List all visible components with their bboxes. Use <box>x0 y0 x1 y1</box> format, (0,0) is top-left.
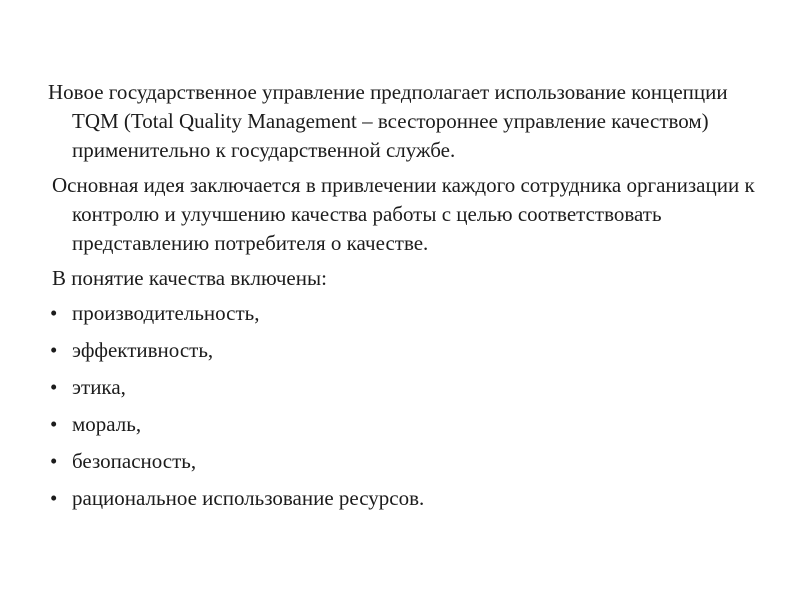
paragraph-main-idea: Основная идея заключается в привлечении каждого сотрудника организации к контролю и улучшению качества работы с целью соответствовать представлению потребителя о качестве. <box>52 173 755 255</box>
bullet-icon: • <box>50 301 58 325</box>
list-item <box>48 410 778 439</box>
list-item <box>48 336 778 365</box>
bullet-icon: • <box>50 375 58 399</box>
paragraph-tqm-intro: Новое государственное управление предполагает использование концепции TQM (Total Quality Management – всестороннее управление качеством) применительно к государственной службе. <box>48 80 728 162</box>
list-item-text: безопасность, <box>72 449 197 473</box>
list-item <box>48 484 778 513</box>
list-item <box>48 373 778 402</box>
bullet-icon: • <box>50 449 58 473</box>
list-item-text: мораль, <box>72 412 142 436</box>
bullet-icon: • <box>50 412 58 436</box>
list-item-text: рациональное использование ресурсов. <box>72 486 425 510</box>
slide-content <box>48 78 778 521</box>
quality-list <box>48 299 778 513</box>
list-item-text: этика, <box>72 375 126 399</box>
list-item <box>48 299 778 328</box>
list-item <box>48 447 778 476</box>
bullet-icon: • <box>50 338 58 362</box>
list-item-text: эффективность, <box>72 338 214 362</box>
paragraph-quality-includes: В понятие качества включены: <box>52 266 327 290</box>
list-item-text: производительность, <box>72 301 260 325</box>
bullet-icon: • <box>50 486 58 510</box>
